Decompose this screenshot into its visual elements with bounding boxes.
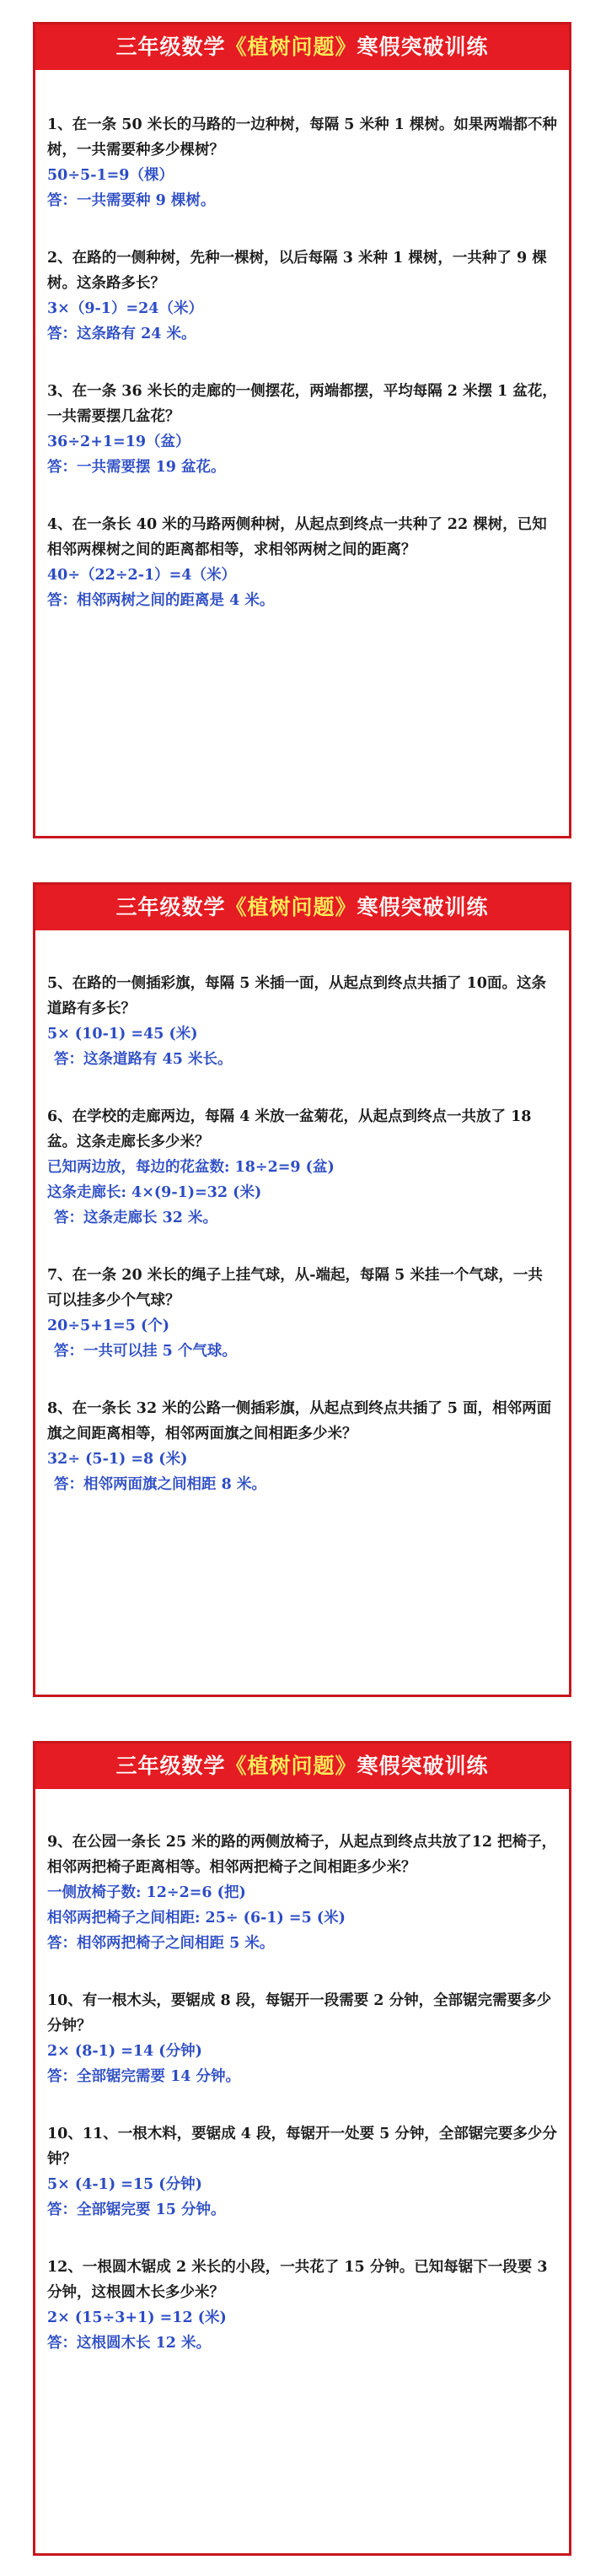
answer-text: 答：这条道路有 45 米长。: [54, 1051, 233, 1068]
answer-formula: 50÷5-1=9（棵）: [47, 167, 174, 184]
worksheet-panel-1: [33, 22, 571, 838]
question-text: 10、11、一根木料，要锯成 4 段，每锯开一处要 5 分钟，全部锯完要多少分钟？: [47, 2126, 557, 2168]
question-text: 10、有一根木头，要锯成 8 段，每锯开一段需要 2 分钟，全部锯完需要多少分钟？: [47, 1992, 552, 2034]
question-5: [47, 971, 557, 1072]
answer-step: 已知两边放，每边的花盆数: 18÷2=9 (盆): [47, 1159, 335, 1176]
answer-step: 一侧放椅子数: 12÷2=6 (把): [47, 1884, 246, 1901]
answer-text: 答：一共需要摆 19 盆花。: [47, 459, 226, 476]
answer-text: 答：这条路有 24 米。: [47, 326, 196, 342]
answer-text: 答：全部锯完要 15 分钟。: [47, 2201, 226, 2218]
question-11: [47, 2121, 557, 2223]
question-text: 1、在一条 50 米长的马路的一边种树，每隔 5 米种 1 棵树。如果两端都不种树，一共需要种多少棵树？: [47, 116, 557, 159]
question-8: [47, 1396, 557, 1497]
page-title: 三年级数学《植树问题》寒假突破训练: [35, 24, 569, 70]
answer-text: 答：相邻两把椅子之间相距 5 米。: [47, 1935, 275, 1952]
question-text: 4、在一条长 40 米的马路两侧种树，从起点到终点一共种了 22 棵树，已知相邻两棵树之间的距离都相等，求相邻两树之间的距离？: [47, 516, 547, 558]
question-text: 9、在公园一条长 25 米的路的两侧放椅子，从起点到终点共放了12 把椅子，相邻两把椅子距离相等。相邻两把椅子之间相距多少米？: [47, 1834, 557, 1876]
question-text: 2、在路的一侧种树，先种一棵树，以后每隔 3 米种 1 棵树，一共种了 9 棵树。这条路多长？: [47, 250, 547, 292]
question-12: [47, 2255, 557, 2356]
answer-text: 答：全部锯完需要 14 分钟。: [47, 2068, 241, 2085]
answer-formula: 32÷ (5-1) =8 (米): [47, 1451, 188, 1468]
question-text: 3、在一条 36 米长的走廊的一侧摆花，两端都摆，平均每隔 2 米摆 1 盆花，一共需要摆几盆花？: [47, 383, 557, 425]
answer-formula: 2× (8-1) =14 (分钟): [47, 2043, 202, 2060]
question-text: 12、一根圆木锯成 2 米长的小段，一共花了 15 分钟。已知每锯下一段要 3 分钟，这根圆木长多少米？: [47, 2259, 548, 2301]
question-2: [47, 245, 557, 347]
answer-text: 答：这根圆木长 12 米。: [47, 2335, 212, 2352]
question-text: 6、在学校的走廊两边，每隔 4 米放一盆菊花，从起点到终点一共放了 18 盆。这条走廊长多少米？: [47, 1108, 532, 1151]
answer-formula: 这条走廊长: 4×(9-1)=32 (米): [47, 1184, 262, 1201]
question-text: 8、在一条长 32 米的公路一侧插彩旗，从起点到终点共插了 5 面，相邻两面旗之间距离相等，相邻两面旗之间相距多少米？: [47, 1400, 552, 1442]
answer-formula: 2× (15÷3+1) =12 (米): [47, 2309, 227, 2326]
worksheet-panel-3: [33, 1741, 571, 2556]
question-9: [47, 1830, 557, 1956]
answer-text: 答：相邻两树之间的距离是 4 米。: [47, 592, 275, 609]
answer-formula: 5× (10-1) =45 (米): [47, 1026, 198, 1043]
question-text: 7、在一条 20 米长的绳子上挂气球，从-端起，每隔 5 米挂一个气球，一共可以挂多少个气球？: [47, 1267, 543, 1309]
answer-formula: 3×（9-1）=24（米）: [47, 300, 203, 317]
answer-text: 答：这条走廊长 32 米。: [54, 1210, 218, 1226]
answer-formula: 5× (4-1) =15 (分钟): [47, 2176, 202, 2193]
worksheet-panel-2: [33, 882, 571, 1697]
question-6: [47, 1104, 557, 1231]
page-title: 三年级数学《植树问题》寒假突破训练: [35, 885, 569, 930]
question-1: [47, 112, 557, 213]
answer-formula: 相邻两把椅子之间相距: 25÷ (6-1) =5 (米): [47, 1910, 346, 1927]
question-4: [47, 512, 557, 613]
answer-formula: 40÷（22÷2-1）=4（米）: [47, 567, 236, 584]
answer-text: 答：一共可以挂 5 个气球。: [54, 1343, 237, 1360]
page-title: 三年级数学《植树问题》寒假突破训练: [35, 1743, 569, 1789]
answer-text: 答：相邻两面旗之间相距 8 米。: [54, 1476, 266, 1493]
question-3: [47, 379, 557, 480]
answer-formula: 36÷2+1=19（盆）: [47, 434, 190, 450]
answer-formula: 20÷5+1=5 (个): [47, 1318, 170, 1334]
question-10: [47, 1988, 557, 2089]
answer-text: 答：一共需要种 9 棵树。: [47, 192, 216, 209]
question-text: 5、在路的一侧插彩旗，每隔 5 米插一面，从起点到终点共插了 10面。这条道路有多长？: [47, 975, 546, 1017]
question-7: [47, 1263, 557, 1364]
